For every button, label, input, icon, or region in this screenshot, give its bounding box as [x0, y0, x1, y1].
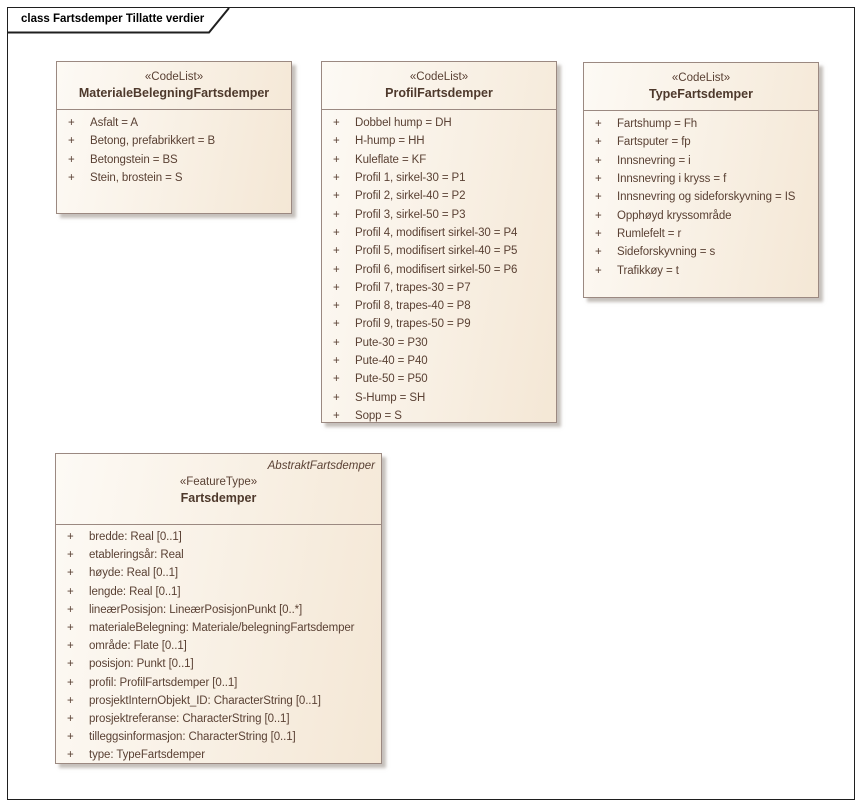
plus-visibility-symbol: +	[333, 190, 340, 203]
attribute-text: Rumlefelt = r	[617, 227, 682, 240]
diagram-title: class Fartsdemper Tillatte verdier	[21, 13, 205, 25]
attribute-row[interactable]	[584, 243, 818, 261]
diagram-frame	[7, 7, 855, 800]
attribute-row[interactable]	[56, 674, 381, 692]
attribute-list	[56, 525, 381, 764]
plus-visibility-symbol: +	[67, 603, 74, 616]
attribute-text: materialeBelegning: Materiale/belegningFartsdemper	[89, 622, 355, 635]
plus-visibility-symbol: +	[67, 694, 74, 707]
class-name: Fartsdemper	[180, 491, 257, 505]
attribute-text: H-hump = HH	[355, 135, 425, 148]
attribute-row[interactable]	[57, 114, 291, 132]
attribute-text: lineærPosisjon: LineærPosisjonPunkt [0..*]	[89, 603, 303, 616]
plus-visibility-symbol: +	[595, 209, 602, 222]
attribute-text: Innsnevring = i	[617, 154, 691, 167]
class-header	[57, 62, 291, 110]
plus-visibility-symbol: +	[333, 208, 340, 221]
attribute-text: Innsnevring og sideforskyvning = IS	[617, 191, 796, 204]
plus-visibility-symbol: +	[595, 118, 602, 131]
class-stereotype: «CodeList»	[671, 72, 731, 84]
class-box-fartsdemper[interactable]	[55, 453, 382, 764]
attribute-row[interactable]	[584, 170, 818, 188]
attribute-text: Betong, prefabrikkert = B	[90, 135, 216, 148]
attribute-text: Stein, brostein = S	[90, 172, 183, 185]
attribute-text: Profil 4, modifisert sirkel-30 = P4	[355, 226, 518, 239]
attribute-row[interactable]	[56, 655, 381, 673]
attribute-row[interactable]	[322, 224, 556, 242]
plus-visibility-symbol: +	[333, 153, 340, 166]
plus-visibility-symbol: +	[595, 136, 602, 149]
plus-visibility-symbol: +	[333, 300, 340, 313]
plus-visibility-symbol: +	[333, 409, 340, 422]
plus-visibility-symbol: +	[68, 172, 75, 185]
attribute-row[interactable]	[584, 206, 818, 224]
attribute-text: Innsnevring i kryss = f	[617, 173, 727, 186]
attribute-row[interactable]	[322, 315, 556, 333]
attribute-text: Profil 7, trapes-30 = P7	[355, 281, 471, 294]
class-header	[584, 63, 818, 111]
attribute-text: S-Hump = SH	[355, 391, 426, 404]
attribute-row[interactable]	[57, 169, 291, 187]
plus-visibility-symbol: +	[333, 391, 340, 404]
attribute-row[interactable]	[57, 151, 291, 169]
attribute-list	[57, 110, 291, 187]
plus-visibility-symbol: +	[333, 263, 340, 276]
attribute-text: Profil 1, sirkel-30 = P1	[355, 172, 466, 185]
attribute-text: Kuleflate = KF	[355, 153, 427, 166]
attribute-text: Fartshump = Fh	[617, 118, 698, 131]
attribute-row[interactable]	[56, 583, 381, 601]
plus-visibility-symbol: +	[595, 191, 602, 204]
attribute-row[interactable]	[322, 297, 556, 315]
attribute-row[interactable]	[322, 370, 556, 388]
plus-visibility-symbol: +	[67, 549, 74, 562]
attribute-text: bredde: Real [0..1]	[89, 531, 182, 544]
class-name: MaterialeBelegningFartsdemper	[78, 86, 270, 100]
plus-visibility-symbol: +	[67, 676, 74, 689]
attribute-text: prosjektreferanse: CharacterString [0..1]	[89, 712, 290, 725]
attribute-row[interactable]	[584, 188, 818, 206]
attribute-row[interactable]	[56, 564, 381, 582]
attribute-row[interactable]	[56, 637, 381, 655]
plus-visibility-symbol: +	[67, 749, 74, 762]
attribute-text: Asfalt = A	[90, 117, 138, 130]
attribute-text: Betongstein = BS	[90, 153, 178, 166]
attribute-row[interactable]	[56, 601, 381, 619]
class-stereotype: «FeatureType»	[179, 476, 258, 488]
plus-visibility-symbol: +	[67, 567, 74, 580]
plus-visibility-symbol: +	[333, 373, 340, 386]
class-box-profilfartsdemper[interactable]	[321, 61, 557, 423]
plus-visibility-symbol: +	[333, 355, 340, 367]
attribute-row[interactable]	[56, 728, 381, 746]
attribute-row[interactable]	[322, 352, 556, 370]
attribute-text: Dobbel hump = DH	[355, 117, 452, 130]
class-stereotype: «CodeList»	[409, 71, 469, 83]
attribute-text: Trafikkøy = t	[617, 264, 679, 277]
attribute-row[interactable]	[322, 132, 556, 150]
attribute-row[interactable]	[322, 151, 556, 169]
plus-visibility-symbol: +	[595, 173, 602, 186]
attribute-row[interactable]	[584, 261, 818, 279]
attribute-row[interactable]	[322, 169, 556, 187]
attribute-text: Pute-30 = P30	[355, 336, 428, 349]
plus-visibility-symbol: +	[67, 531, 74, 544]
plus-visibility-symbol: +	[67, 658, 74, 671]
attribute-text: Opphøyd kryssområde	[617, 209, 732, 222]
attribute-row[interactable]	[584, 133, 818, 151]
class-stereotype: «CodeList»	[144, 71, 204, 83]
attribute-text: etableringsår: Real	[89, 549, 184, 562]
attribute-text: Sideforskyvning = s	[617, 246, 716, 259]
attribute-text: område: Flate [0..1]	[89, 640, 187, 653]
plus-visibility-symbol: +	[595, 246, 602, 259]
attribute-text: Profil 8, trapes-40 = P8	[355, 300, 471, 313]
plus-visibility-symbol: +	[333, 172, 340, 185]
plus-visibility-symbol: +	[67, 640, 74, 653]
attribute-text: Profil 3, sirkel-50 = P3	[355, 208, 466, 221]
attribute-text: Pute-50 = P50	[355, 373, 428, 386]
attribute-row[interactable]	[56, 528, 381, 546]
attribute-text: Profil 5, modifisert sirkel-40 = P5	[355, 245, 518, 258]
attribute-row[interactable]	[56, 692, 381, 710]
attribute-row[interactable]	[322, 388, 556, 406]
attribute-text: Pute-40 = P40	[355, 355, 428, 367]
plus-visibility-symbol: +	[595, 227, 602, 240]
attribute-row[interactable]	[322, 242, 556, 260]
attribute-text: høyde: Real [0..1]	[89, 567, 178, 580]
class-header	[56, 454, 381, 525]
attribute-row[interactable]	[56, 746, 381, 764]
attribute-row[interactable]	[57, 132, 291, 150]
plus-visibility-symbol: +	[595, 264, 602, 277]
plus-visibility-symbol: +	[595, 154, 602, 167]
attribute-text: tilleggsinformasjon: CharacterString [0..1]	[89, 731, 296, 744]
attribute-text: Profil 9, trapes-50 = P9	[355, 318, 471, 331]
attribute-text: Sopp = S	[355, 409, 402, 422]
attribute-row[interactable]	[584, 225, 818, 243]
plus-visibility-symbol: +	[67, 585, 74, 598]
class-box-materialebelegningfartsdemper[interactable]	[56, 61, 292, 214]
plus-visibility-symbol: +	[333, 117, 340, 130]
attribute-row[interactable]	[56, 619, 381, 637]
attribute-text: Fartsputer = fp	[617, 136, 691, 149]
attribute-row[interactable]	[322, 334, 556, 352]
plus-visibility-symbol: +	[67, 731, 74, 744]
plus-visibility-symbol: +	[68, 117, 75, 130]
class-name: TypeFartsdemper	[649, 87, 753, 101]
plus-visibility-symbol: +	[67, 622, 74, 635]
attribute-row[interactable]	[584, 115, 818, 133]
plus-visibility-symbol: +	[68, 135, 75, 148]
plus-visibility-symbol: +	[333, 336, 340, 349]
class-name: ProfilFartsdemper	[385, 86, 493, 100]
attribute-text: lengde: Real [0..1]	[89, 585, 181, 598]
plus-visibility-symbol: +	[333, 281, 340, 294]
attribute-text: prosjektInternObjekt_ID: CharacterString [0..1]	[89, 694, 321, 707]
plus-visibility-symbol: +	[333, 318, 340, 331]
attribute-row[interactable]	[322, 279, 556, 297]
attribute-list	[322, 110, 556, 423]
parent-class-name: AbstraktFartsdemper	[267, 460, 375, 472]
attribute-row[interactable]	[56, 710, 381, 728]
attribute-row[interactable]	[322, 260, 556, 278]
attribute-list	[584, 111, 818, 280]
plus-visibility-symbol: +	[333, 135, 340, 148]
class-box-typefartsdemper[interactable]	[583, 62, 819, 298]
attribute-row[interactable]	[322, 114, 556, 132]
attribute-row[interactable]	[322, 187, 556, 205]
attribute-text: profil: ProfilFartsdemper [0..1]	[89, 676, 238, 689]
plus-visibility-symbol: +	[333, 226, 340, 239]
attribute-text: posisjon: Punkt [0..1]	[89, 658, 194, 671]
attribute-row[interactable]	[322, 205, 556, 223]
plus-visibility-symbol: +	[68, 153, 75, 166]
attribute-row[interactable]	[584, 152, 818, 170]
attribute-row[interactable]	[322, 407, 556, 423]
class-header	[322, 62, 556, 110]
attribute-text: type: TypeFartsdemper	[89, 749, 205, 762]
attribute-row[interactable]	[56, 546, 381, 564]
plus-visibility-symbol: +	[67, 712, 74, 725]
attribute-text: Profil 2, sirkel-40 = P2	[355, 190, 466, 203]
plus-visibility-symbol: +	[333, 245, 340, 258]
attribute-text: Profil 6, modifisert sirkel-50 = P6	[355, 263, 518, 276]
